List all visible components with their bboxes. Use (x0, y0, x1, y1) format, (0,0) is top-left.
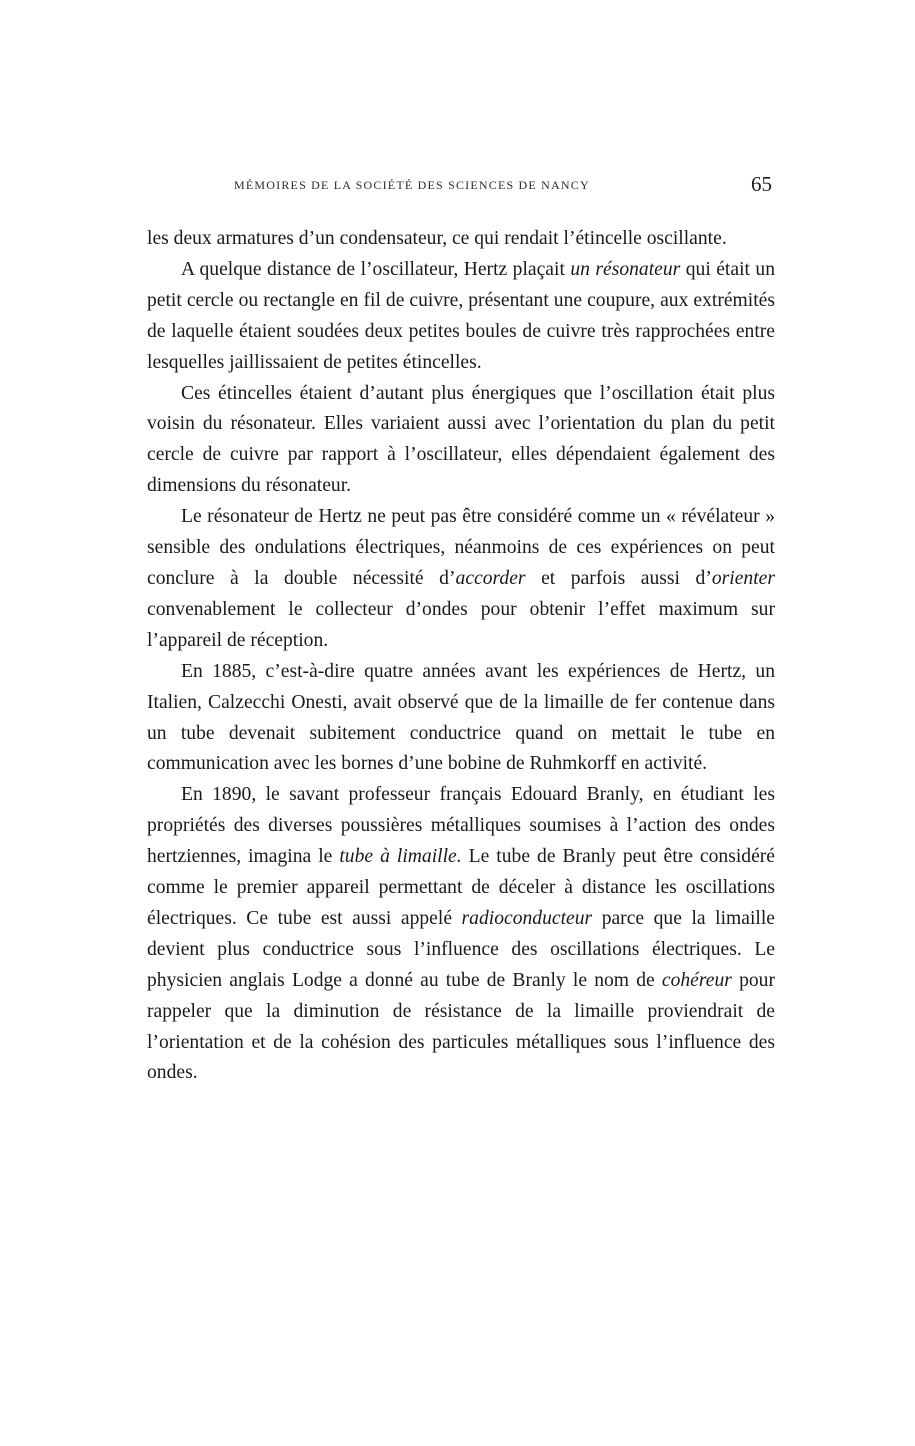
paragraph-6-italic-cohereur: cohéreur (661, 969, 732, 991)
paragraph-4-text-e: convenablement le collecteur d’ondes pour obtenir l’effet maximum sur l’appareil de réception. (147, 598, 775, 651)
paragraph-5: En 1885, c’est-à-dire quatre années avant les expériences de Hertz, un Italien, Calzecchi Onesti, avait observé que de la limaille de fer contenue dans un tube devenait subitement conductrice quand on mettait le tube en communication avec les bornes d’une bobine de Ruhmkorff en activité. (147, 660, 775, 775)
paragraph-1: les deux armatures d’un condensateur, ce qui rendait l’étincelle oscillante. (147, 228, 727, 249)
running-title: MÉMOIRES DE LA SOCIÉTÉ DES SCIENCES DE NANCY (234, 178, 590, 192)
paragraph-2-text-c: qui était un petit cercle ou rectangle en fil de cuivre, présentant une coupure, aux extrémités de laquelle étaient soudées deux petites boules de cuivre très rapprochées entre lesquelles jaillissaient de petites étincelles. (147, 258, 775, 373)
paragraph-6-italic-radioconducteur: radioconducteur (461, 907, 593, 929)
paragraph-6-text-e: parce que la limaille devient plus conductrice sous l’influence des oscillations électriques. Le physicien anglais Lodge a donné au tube de Branly le nom de (147, 907, 775, 991)
paragraph-6-text-g: pour rappeler que la diminution de résistance de la limaille proviendrait de l’orientation et de la cohésion des particules métalliques sous l’influence des ondes. (147, 969, 775, 1084)
page-number: 65 (751, 172, 772, 196)
paragraph-4-italic-accorder: accorder (455, 567, 526, 589)
paragraph-4 (147, 502, 775, 657)
paragraph-2 (147, 255, 775, 379)
paragraph-2-italic-resonateur: un résonateur (570, 258, 681, 280)
paragraph-6-text-a: En 1890, le savant professeur français Edouard Branly, en étudiant les propriétés des diverses poussières métalliques soumises à l’action des ondes hertziennes, imagina le (147, 784, 775, 868)
paragraph-4-text-a: Le résonateur de Hertz ne peut pas être considéré comme un « révélateur » sensible des ondulations électriques, néanmoins de ces expériences on peut conclure à la double nécessité d’ (147, 506, 775, 589)
body-text (147, 224, 775, 1089)
paragraph-6-italic-tube-a-limaille: tube à limaille. (339, 846, 462, 868)
paragraph-6 (147, 780, 775, 1089)
paragraph-2-text-a: A quelque distance de l’oscillateur, Hertz plaçait (181, 258, 571, 280)
paragraph-4-italic-orienter: orienter (711, 567, 775, 589)
paragraph-4-text-c: et parfois aussi d’ (525, 567, 712, 589)
running-head (148, 172, 776, 200)
paragraph-3: Ces étincelles étaient d’autant plus énergiques que l’oscillation était plus voisin du résonateur. Elles variaient aussi avec l’orientation du plan du petit cercle de cuivre par rapport à l’oscillateur, elles dépendaient également des dimensions du résonateur. (147, 382, 775, 497)
paragraph-6-text-c: Le tube de Branly peut être considéré comme le premier appareil permettant de déceler à distance les oscillations électriques. Ce tube est aussi appelé (147, 846, 775, 929)
